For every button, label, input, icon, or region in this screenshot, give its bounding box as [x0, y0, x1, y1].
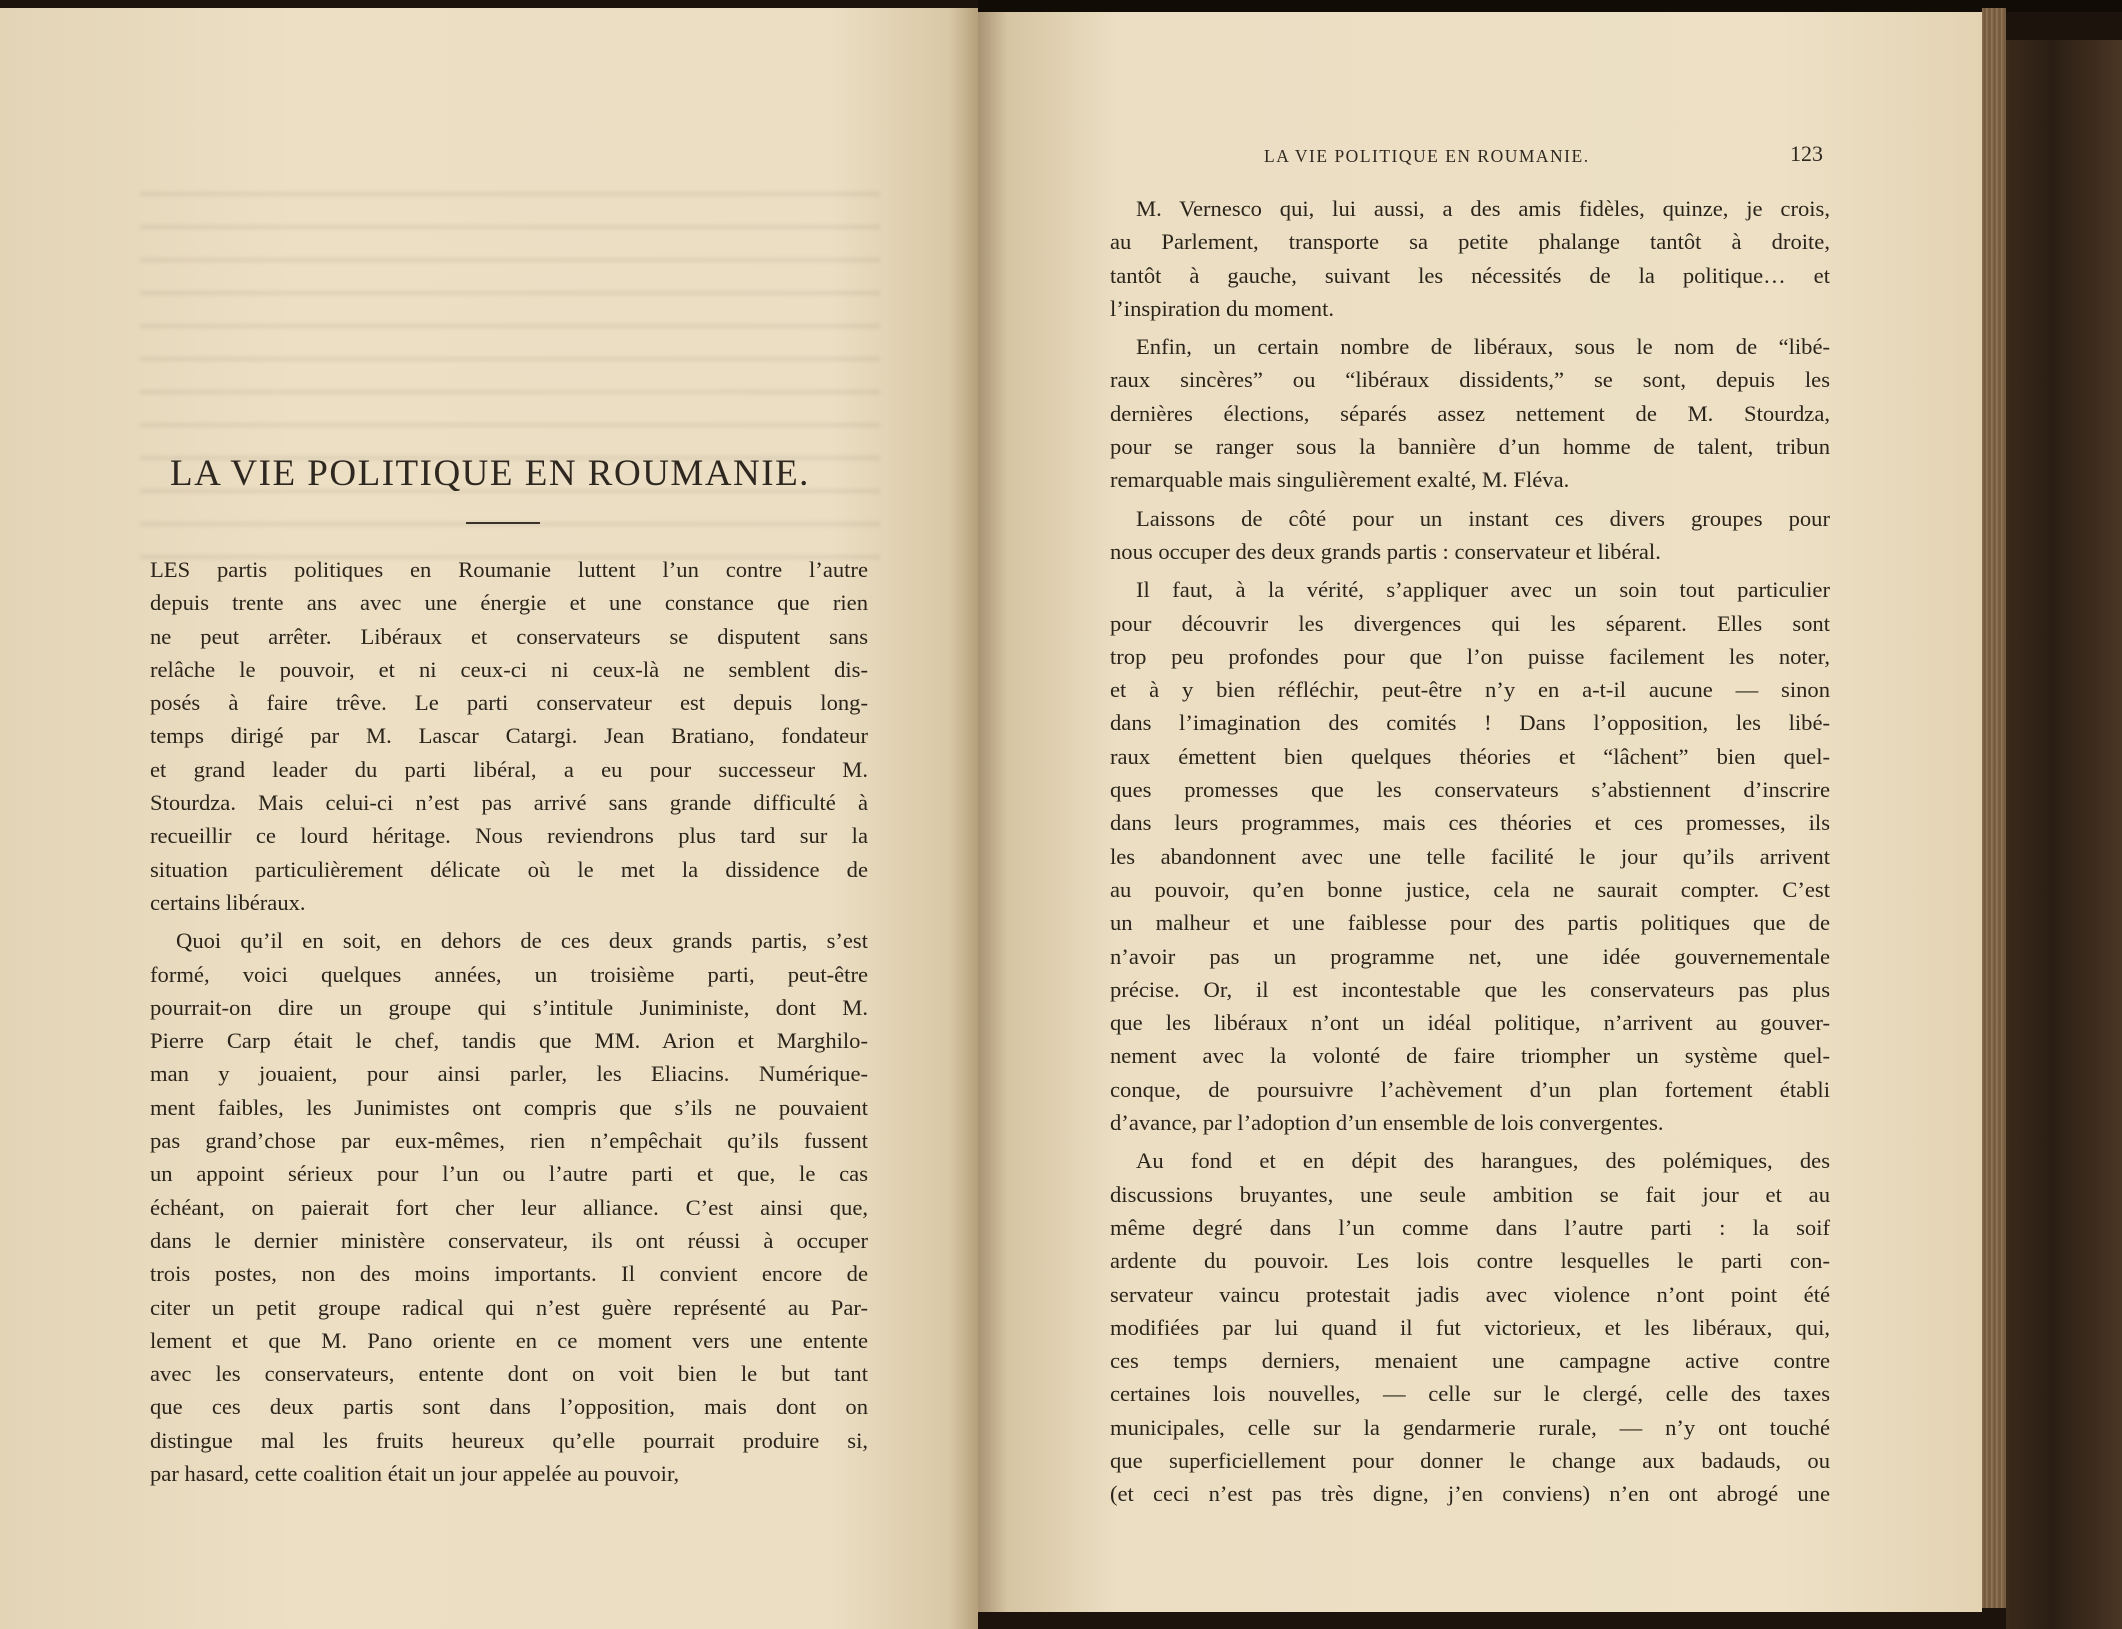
- show-through-text: [140, 168, 880, 568]
- text-line: discussions bruyantes, une seule ambition se fait jour et au: [1110, 1181, 1830, 1207]
- text-line: recueillir ce lourd héritage. Nous reviendrons plus tard sur la: [150, 823, 868, 849]
- text-line: posés à faire trêve. Le parti conservateur est depuis long-: [150, 690, 868, 716]
- text-line: n’avoir pas un programme net, une idée gouvernementale: [1110, 943, 1830, 969]
- text-line: d’avance, par l’adoption d’un ensemble de lois convergentes.: [1110, 1110, 1664, 1136]
- text-line: ment faibles, les Junimistes ont compris que s’ils ne pouvaient: [150, 1094, 868, 1120]
- text-line: pas grand’chose par eux-mêmes, rien n’empêchait qu’ils fussent: [150, 1128, 868, 1154]
- text-line: man y jouaient, pour ainsi parler, les Eliacins. Numérique-: [150, 1061, 868, 1087]
- text-line: Au fond et en dépit des harangues, des polémiques, des: [1136, 1148, 1830, 1174]
- text-line: pour se ranger sous la bannière d’un homme de talent, tribun: [1110, 434, 1830, 460]
- right-page-text: [1110, 192, 1830, 1511]
- text-line: remarquable mais singulièrement exalté, M. Fléva.: [1110, 467, 1570, 493]
- text-line: ces temps derniers, menaient une campagne active contre: [1110, 1348, 1830, 1374]
- text-line: un appoint sérieux pour l’un ou l’autre parti et que, le cas: [150, 1161, 868, 1187]
- left-page-text: [150, 553, 868, 1490]
- text-line: les abandonnent avec une telle facilité le jour qu’ils arrivent: [1110, 843, 1830, 869]
- text-line: pourrait-on dire un groupe qui s’intitule Juniministe, dont M.: [150, 994, 868, 1020]
- text-line: l’inspiration du moment.: [1110, 295, 1335, 321]
- text-line: Enfin, un certain nombre de libéraux, sous le nom de “libé-: [1136, 334, 1830, 360]
- text-line: et grand leader du parti libéral, a eu pour successeur M.: [150, 756, 868, 782]
- text-line: Quoi qu’il en soit, en dehors de ces deux grands partis, s’est: [176, 928, 868, 954]
- text-line: certains libéraux.: [150, 889, 306, 915]
- book-cover-edge: [2006, 40, 2122, 1629]
- text-line: temps dirigé par M. Lascar Catargi. Jean Bratiano, fondateur: [150, 723, 868, 749]
- text-line: dernières élections, séparés assez nettement de M. Stourdza,: [1110, 400, 1830, 426]
- text-line: lement et que M. Pano oriente en ce moment vers une entente: [150, 1327, 868, 1353]
- text-line: relâche le pouvoir, et ni ceux-ci ni ceux-là ne semblent dis-: [150, 656, 868, 682]
- text-line: trois postes, non des moins importants. Il convient encore de: [150, 1261, 868, 1287]
- text-line: Stourdza. Mais celui-ci n’est pas arrivé sans grande difficulté à: [150, 790, 868, 816]
- text-line: nement avec la volonté de faire triompher un système quel-: [1110, 1043, 1830, 1069]
- text-line: que superficiellement pour donner le change aux badauds, ou: [1110, 1447, 1830, 1473]
- text-line: situation particulièrement délicate où le met la dissidence de: [150, 856, 868, 882]
- text-line: pour découvrir les divergences qui les séparent. Elles sont: [1110, 610, 1830, 636]
- text-line: (et ceci n’est pas très digne, j’en conviens) n’en ont abrogé une: [1110, 1481, 1830, 1507]
- text-line: au Parlement, transporte sa petite phalange tantôt à droite,: [1110, 229, 1830, 255]
- page-number: 123: [1790, 141, 1823, 166]
- text-line: avec les conservateurs, entente dont on voit bien le but tant: [150, 1361, 868, 1387]
- text-line: dans le dernier ministère conservateur, ils ont réussi à occuper: [150, 1227, 868, 1253]
- text-line: raux émettent bien quelques théories et “lâchent” bien quel-: [1110, 743, 1830, 769]
- text-line: certaines lois nouvelles, — celle sur le clergé, celle des taxes: [1110, 1381, 1830, 1407]
- text-line: servateur vaincu protestait jadis avec violence n’ont point été: [1110, 1281, 1830, 1307]
- text-line: distingue mal les fruits heureux qu’elle pourrait produire si,: [150, 1427, 868, 1453]
- text-line: ardente du pouvoir. Les lois contre lesquelles le parti con-: [1110, 1248, 1830, 1274]
- text-line: raux sincères” ou “libéraux dissidents,” se sont, depuis les: [1110, 367, 1830, 393]
- text-line: échéant, on paierait fort cher leur alliance. C’est ainsi que,: [150, 1194, 868, 1220]
- text-line: LES partis politiques en Roumanie luttent l’un contre l’autre: [150, 557, 868, 582]
- text-line: dans l’imagination des comités ! Dans l’opposition, les libé-: [1110, 710, 1830, 736]
- text-line: nous occuper des deux grands partis : conservateur et libéral.: [1110, 538, 1661, 564]
- text-line: trop peu profondes pour que l’on puisse facilement les noter,: [1110, 643, 1830, 669]
- text-line: dans leurs programmes, mais ces théories et ces promesses, ils: [1110, 810, 1830, 836]
- text-line: même degré dans l’un comme dans l’autre parti : la soif: [1110, 1214, 1830, 1240]
- chapter-title: LA VIE POLITIQUE EN ROUMANIE.: [170, 453, 810, 494]
- title-rule: [466, 522, 540, 524]
- text-line: que les libéraux n’ont un idéal politique, n’arrivent au gouver-: [1110, 1010, 1830, 1036]
- running-head: LA VIE POLITIQUE EN ROUMANIE.: [1264, 146, 1590, 166]
- text-line: conque, de poursuivre l’achèvement d’un plan fortement établi: [1110, 1076, 1830, 1102]
- text-line: précise. Or, il est incontestable que les conservateurs pas plus: [1110, 976, 1830, 1002]
- text-line: tantôt à gauche, suivant les nécessités de la politique… et: [1110, 262, 1830, 288]
- text-line: Pierre Carp était le chef, tandis que MM. Arion et Marghilo-: [150, 1028, 868, 1054]
- text-line: formé, voici quelques années, un troisième parti, peut-être: [150, 961, 868, 987]
- text-line: municipales, celle sur la gendarmerie rurale, — n’y ont touché: [1110, 1414, 1830, 1440]
- text-line: un malheur et une faiblesse pour des partis politiques que de: [1110, 910, 1830, 936]
- text-line: M. Vernesco qui, lui aussi, a des amis fidèles, quinze, je crois,: [1136, 196, 1830, 221]
- text-line: Il faut, à la vérité, s’appliquer avec un soin tout particulier: [1136, 577, 1830, 603]
- text-line: citer un petit groupe radical qui n’est guère représenté au Par-: [150, 1294, 868, 1320]
- text-line: modifiées par lui quand il fut victorieux, et les libéraux, qui,: [1110, 1314, 1830, 1340]
- text-line: que ces deux partis sont dans l’opposition, mais dont on: [150, 1394, 868, 1420]
- text-line: Laissons de côté pour un instant ces divers groupes pour: [1136, 505, 1830, 531]
- background-top: [978, 0, 2122, 12]
- text-line: et à y bien réfléchir, peut-être n’y en a-t-il aucune — sinon: [1110, 677, 1830, 703]
- text-line: au pouvoir, qu’en bonne justice, cela ne saurait compter. C’est: [1110, 876, 1830, 902]
- text-line: ques promesses que les conservateurs s’abstiennent d’inscrire: [1110, 777, 1830, 803]
- page-edges: [1982, 8, 2006, 1608]
- text-line: ne peut arrêter. Libéraux et conservateurs se disputent sans: [150, 623, 868, 649]
- text-line: par hasard, cette coalition était un jour appelée au pouvoir,: [150, 1461, 680, 1487]
- text-line: depuis trente ans avec une énergie et une constance que rien: [150, 590, 868, 616]
